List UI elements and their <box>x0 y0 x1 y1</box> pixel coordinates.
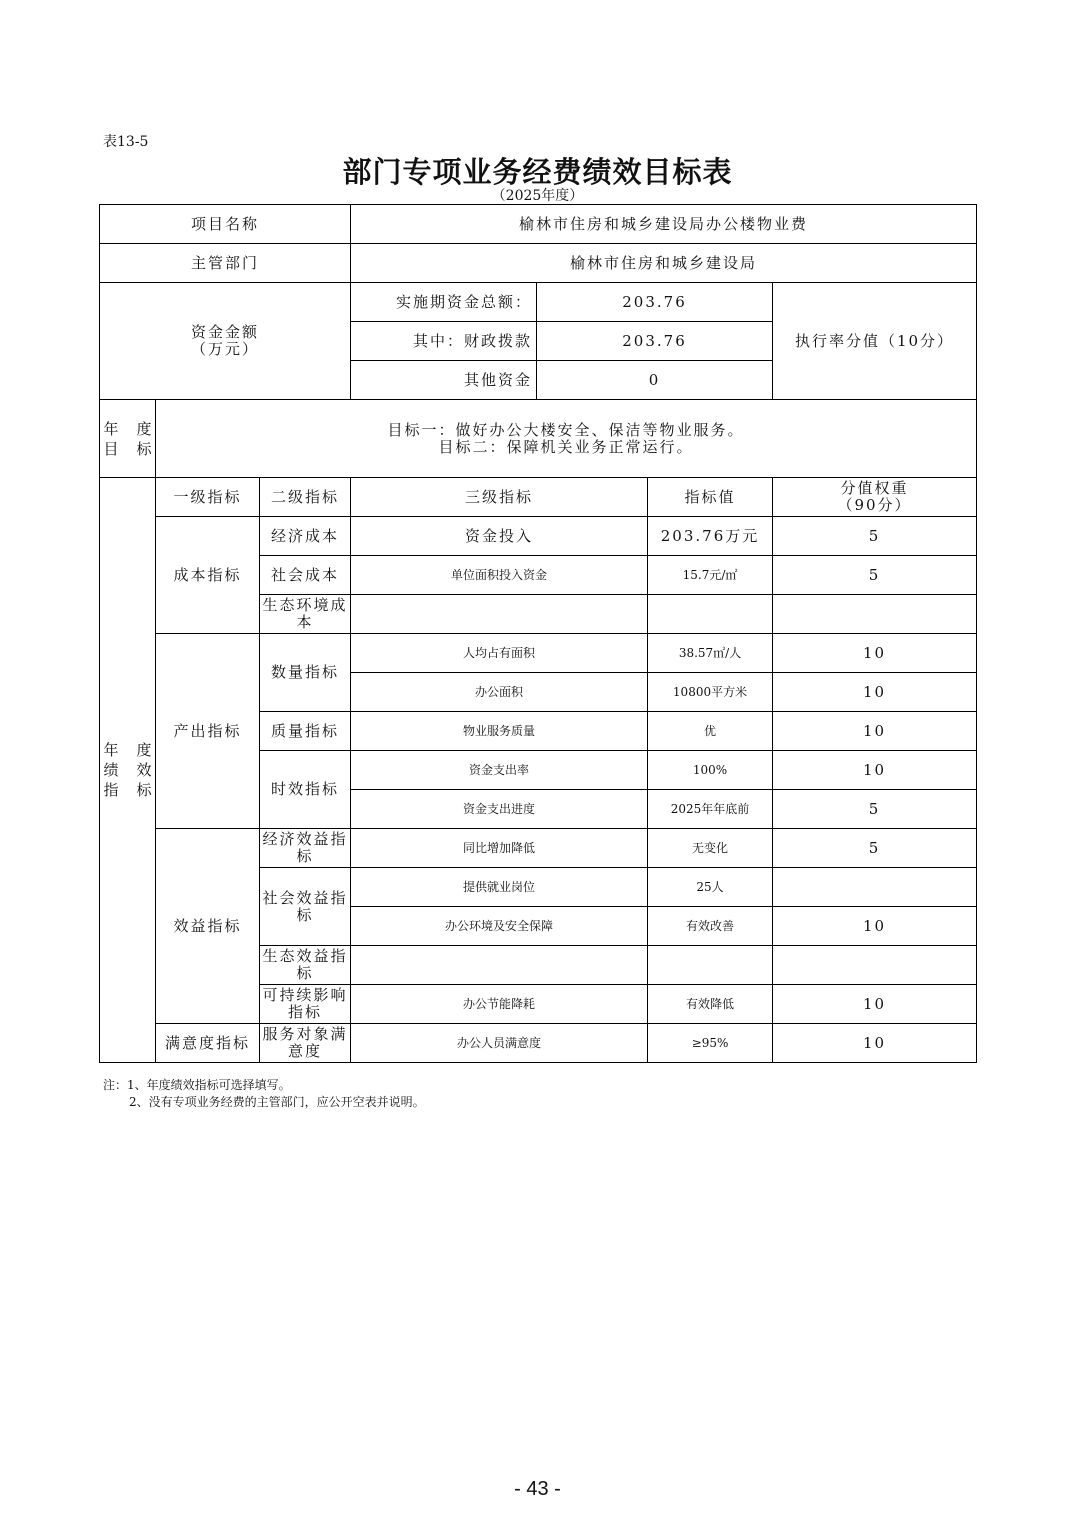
weight-cell: 10 <box>773 634 977 673</box>
notes <box>103 1077 425 1111</box>
weight-cell: 5 <box>773 790 977 829</box>
sub-eco-benefit: 生态效益指标 <box>260 946 351 985</box>
table-row <box>100 517 977 556</box>
goals-side-4: 标 <box>136 439 152 458</box>
value-cell: 38.57㎡/人 <box>648 634 773 673</box>
funds-other-value: 0 <box>537 361 773 400</box>
l3-cell: 办公人员满意度 <box>351 1024 648 1063</box>
l3-cell: 资金支出率 <box>351 751 648 790</box>
page-number: - 43 - <box>514 1478 561 1500</box>
goals-side-label <box>100 400 156 478</box>
table-row <box>100 634 977 673</box>
value-cell <box>648 946 773 985</box>
value-cell <box>648 595 773 634</box>
l3-cell: 资金投入 <box>351 517 648 556</box>
funds-fiscal-label: 其中：财政拨款 <box>351 322 537 361</box>
weight-cell: 10 <box>773 1024 977 1063</box>
weight-cell <box>773 946 977 985</box>
header-level1: 一级指标 <box>156 478 260 517</box>
sub-social-cost: 社会成本 <box>260 556 351 595</box>
sub-quantity: 数量指标 <box>260 634 351 712</box>
weight-cell: 5 <box>773 556 977 595</box>
sub-timeliness: 时效指标 <box>260 751 351 829</box>
l3-cell: 提供就业岗位 <box>351 868 648 907</box>
funds-label-cell <box>100 283 351 400</box>
group-benefit: 效益指标 <box>156 829 260 1024</box>
weight-cell <box>773 595 977 634</box>
ind-side-6: 标 <box>136 781 152 799</box>
table-row <box>100 1024 977 1063</box>
table-code: 表13-5 <box>103 134 149 150</box>
value-cell: 有效改善 <box>648 907 773 946</box>
project-name-row <box>100 205 977 244</box>
funds-other-label: 其他资金 <box>351 361 537 400</box>
indicators-side-label <box>100 478 156 1063</box>
value-cell: ≥95% <box>648 1024 773 1063</box>
l3-cell: 办公面积 <box>351 673 648 712</box>
group-cost: 成本指标 <box>156 517 260 634</box>
sub-sustain: 可持续影响指标 <box>260 985 351 1024</box>
ind-side-3: 绩 <box>103 761 119 779</box>
funds-label: 资金金额 <box>191 323 260 341</box>
sub-eco-cost: 生态环境成本 <box>260 595 351 634</box>
l3-cell: 人均占有面积 <box>351 634 648 673</box>
ind-side-1: 年 <box>103 741 119 759</box>
funds-total-value: 203.76 <box>537 283 773 322</box>
weight-cell: 5 <box>773 829 977 868</box>
goal-1: 目标一：做好办公大楼安全、保洁等物业服务。 <box>387 420 745 439</box>
rate-label: 执行率分值（10分） <box>773 283 977 400</box>
goals-content <box>156 400 977 478</box>
sub-quality: 质量指标 <box>260 712 351 751</box>
table-row <box>100 829 977 868</box>
dept-label: 主管部门 <box>100 244 351 283</box>
sub-econ-cost: 经济成本 <box>260 517 351 556</box>
l3-cell: 资金支出进度 <box>351 790 648 829</box>
ind-side-5: 指 <box>103 781 119 799</box>
goals-side-1: 年 <box>103 419 119 438</box>
weight-cell <box>773 868 977 907</box>
value-cell: 10800平方米 <box>648 673 773 712</box>
header-level3: 三级指标 <box>351 478 648 517</box>
value-cell: 优 <box>648 712 773 751</box>
year-subtitle: （2025年度） <box>491 188 584 204</box>
value-cell: 15.7元/㎡ <box>648 556 773 595</box>
value-cell: 100% <box>648 751 773 790</box>
note-1: 注：1、年度绩效指标可选择填写。 <box>103 1078 291 1092</box>
l3-cell <box>351 946 648 985</box>
l3-cell <box>351 595 648 634</box>
funds-total-label: 实施期资金总额： <box>351 283 537 322</box>
page-title: 部门专项业务经费绩效目标表 <box>342 155 733 189</box>
value-cell: 有效降低 <box>648 985 773 1024</box>
group-output: 产出指标 <box>156 634 260 829</box>
l3-cell: 单位面积投入资金 <box>351 556 648 595</box>
note-2: 2、没有专项业务经费的主管部门，应公开空表并说明。 <box>129 1095 425 1109</box>
weight-cell: 10 <box>773 712 977 751</box>
sub-service-sat: 服务对象满意度 <box>260 1024 351 1063</box>
funds-total-row <box>100 283 977 322</box>
goal-2: 目标二：保障机关业务正常运行。 <box>438 437 694 456</box>
l3-cell: 同比增加降低 <box>351 829 648 868</box>
funds-unit: （万元） <box>191 340 260 358</box>
goals-row <box>100 400 977 478</box>
performance-table <box>99 204 977 1063</box>
value-cell: 无变化 <box>648 829 773 868</box>
header-value: 指标值 <box>648 478 773 517</box>
value-cell: 203.76万元 <box>648 517 773 556</box>
project-name-value: 榆林市住房和城乡建设局办公楼物业费 <box>351 205 977 244</box>
weight-cell: 10 <box>773 907 977 946</box>
header-weight-line1: 分值权重 <box>840 479 909 497</box>
weight-cell: 10 <box>773 673 977 712</box>
dept-value: 榆林市住房和城乡建设局 <box>351 244 977 283</box>
l3-cell: 物业服务质量 <box>351 712 648 751</box>
funds-fiscal-value: 203.76 <box>537 322 773 361</box>
weight-cell: 5 <box>773 517 977 556</box>
value-cell: 2025年年底前 <box>648 790 773 829</box>
header-level2: 二级指标 <box>260 478 351 517</box>
l3-cell: 办公环境及安全保障 <box>351 907 648 946</box>
value-cell: 25人 <box>648 868 773 907</box>
sub-social-benefit: 社会效益指标 <box>260 868 351 946</box>
header-weight-line2: （90分） <box>837 496 912 514</box>
goals-side-2: 度 <box>136 419 152 438</box>
goals-side-3: 目 <box>103 439 119 458</box>
weight-cell: 10 <box>773 751 977 790</box>
indicator-header-row <box>100 478 977 517</box>
header-weight <box>773 478 977 517</box>
dept-row <box>100 244 977 283</box>
l3-cell: 办公节能降耗 <box>351 985 648 1024</box>
project-name-label: 项目名称 <box>100 205 351 244</box>
sub-econ-benefit: 经济效益指标 <box>260 829 351 868</box>
ind-side-2: 度 <box>136 741 152 759</box>
weight-cell: 10 <box>773 985 977 1024</box>
group-satisfaction: 满意度指标 <box>156 1024 260 1063</box>
ind-side-4: 效 <box>136 761 152 779</box>
